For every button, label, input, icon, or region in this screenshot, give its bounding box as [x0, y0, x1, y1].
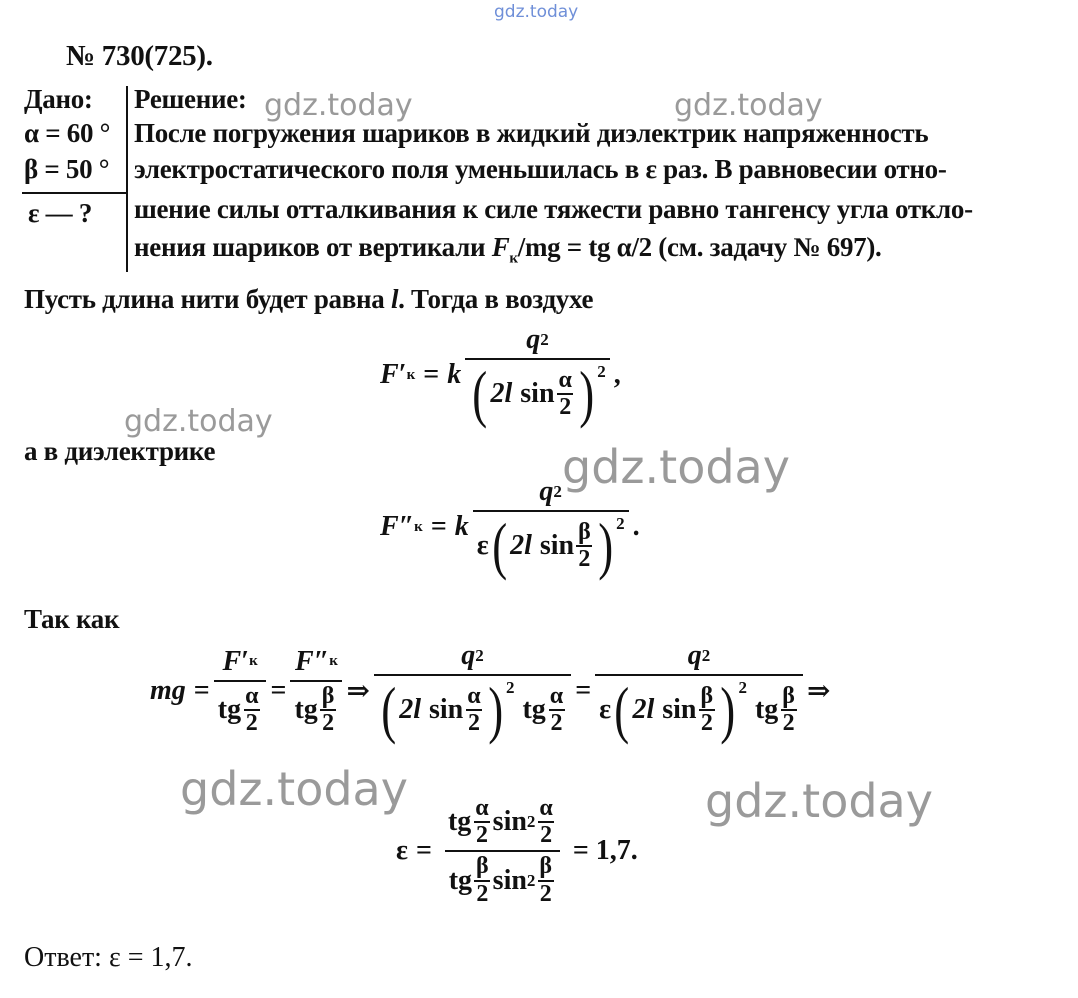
since-text: Так как — [24, 604, 120, 634]
eq1-alpha: α — [558, 366, 572, 393]
solution-line-4-rest: /mg = tg α/2 (см. задачу № 697). — [517, 232, 882, 262]
given-beta: β = 50 ° — [24, 154, 110, 184]
eq2-2l: 2l — [510, 530, 532, 561]
eq1-two: 2 — [559, 394, 572, 420]
eq3-eq2: = — [270, 675, 287, 706]
eq3-tg4: tg — [754, 694, 779, 725]
eq4-sin2-exp: 2 — [526, 870, 536, 890]
eq3-q1: q — [461, 640, 476, 671]
eq1-q: q — [526, 324, 541, 355]
eq3-frac2 — [290, 646, 342, 736]
eq3-two3: 2 — [467, 710, 480, 736]
eq3-eps: ε — [599, 694, 612, 725]
equation-equilibrium — [150, 640, 831, 745]
eq4-two3: 2 — [476, 880, 489, 907]
thread-var: l — [390, 284, 399, 314]
eq3-mg: mg — [150, 675, 186, 706]
eq3-q2: q — [687, 640, 702, 671]
eq3-2l-b: 2l — [632, 694, 655, 725]
eq2-den-exp: 2 — [616, 514, 625, 533]
eq3-q2-exp: 2 — [701, 646, 711, 665]
watermark: gdz.today — [124, 404, 273, 439]
eq3-implies2: ⇒ — [806, 676, 831, 707]
eq2-k: k — [454, 511, 469, 542]
eq2-eq: = — [430, 511, 447, 542]
eq1-comma: , — [613, 359, 621, 390]
given-vertical-line — [126, 86, 128, 272]
eq3-alpha3: α — [549, 682, 564, 709]
eq2-fraction: q 2 ε ( 2l sin $\frac{\beta}{2}$ ) $^2$ — [473, 476, 629, 578]
eq3-eq1: = — [193, 675, 210, 706]
eq2-eps: ε — [476, 530, 489, 561]
eq3-exp-b: 2 — [738, 678, 747, 697]
eq1-sub: к — [406, 366, 416, 383]
eq3-beta3: β — [782, 682, 795, 709]
eq4-tg2: tg — [448, 864, 473, 896]
eq3-beta2: β — [700, 682, 714, 709]
eq3-alpha2: α — [467, 682, 481, 709]
watermark: gdz.today — [562, 440, 790, 494]
eq2-dot: . — [632, 511, 640, 542]
eq4-two4: 2 — [539, 880, 552, 907]
thread-text — [24, 284, 593, 315]
eq3-f2-sub: к — [329, 653, 338, 670]
solution-label: Решение: — [134, 84, 247, 114]
eq1-den-exp: 2 — [597, 362, 606, 381]
answer: Ответ: ε = 1,7. — [24, 942, 193, 973]
eq2-q-exp: 2 — [553, 482, 562, 501]
eq3-two4: 2 — [550, 710, 563, 736]
eq4-eps: ε — [396, 835, 408, 867]
eq3-alpha1: α — [245, 682, 259, 709]
given-label: Дано: — [24, 84, 93, 114]
dielectric-text: а в диэлектрике — [24, 436, 216, 466]
eq3-f2: F — [295, 645, 314, 677]
eq2-two: 2 — [578, 546, 591, 572]
solution-line-1: После погружения шариков в жидкий диэлектрик напряженность — [134, 118, 929, 148]
eq2-q: q — [539, 476, 554, 507]
solution-line-4-text: нения шариков от вертикали — [134, 232, 486, 262]
eq3-eq3: = — [575, 675, 592, 706]
eq3-sin-a: sin — [429, 694, 464, 725]
eq4-tg1: tg — [447, 806, 472, 838]
eq3-q1-exp: 2 — [475, 646, 484, 665]
eq1-eq: = — [423, 359, 440, 390]
eq3-tg2: tg — [294, 694, 318, 725]
eq3-exp-a: 2 — [505, 678, 515, 697]
eq3-f1-prime: ′ — [241, 645, 250, 677]
equation-result — [396, 796, 638, 907]
equation-air — [380, 324, 621, 429]
force-symbol: F — [491, 232, 510, 262]
eq1-sin: sin — [520, 378, 555, 409]
solution-line-4 — [134, 232, 881, 267]
watermark: gdz.today — [264, 88, 413, 123]
problem-number: № 730(725). — [66, 40, 213, 72]
eq2-sub: к — [414, 518, 423, 535]
given-alpha: α = 60 ° — [24, 118, 111, 148]
eq4-two1: 2 — [475, 822, 488, 849]
eq3-f1: F — [222, 645, 242, 677]
eq3-implies1: ⇒ — [346, 676, 370, 707]
solution-line-3: шение силы отталкивания к силе тяжести равно тангенсу угла откло- — [134, 194, 973, 224]
eq4-fraction — [444, 796, 561, 907]
watermark: gdz.today — [705, 774, 933, 828]
eq3-two5: 2 — [700, 710, 713, 736]
eq2-sin: sin — [539, 530, 575, 561]
eq3-two1: 2 — [245, 710, 258, 736]
eq3-frac4: q 2 ε ( 2l sin $\frac{\beta}{2}$ ) $^2$ tg $\frac{\beta}{2}$ — [595, 640, 803, 742]
thread-text-a: Пусть длина нити будет равна — [24, 284, 385, 314]
eq3-f1-sub: к — [249, 653, 258, 670]
eq3-two2: 2 — [322, 710, 335, 736]
eq4-alpha1: α — [475, 795, 489, 821]
eq3-frac1 — [214, 646, 267, 736]
force-subscript: к — [509, 250, 518, 267]
eq1-prime: ′ — [398, 359, 407, 390]
eq1-fraction: q 2 ( 2l sin $\frac{\alpha}{2}$ ) $^2$ — [465, 324, 610, 426]
eq1-2l: 2l — [490, 378, 513, 409]
given-divider — [22, 192, 126, 194]
eq3-tg3: tg — [522, 694, 546, 725]
eq3-frac3: q 2 ( 2l sin $\frac{\alpha}{2}$ ) $^2$ tg $\frac{\alpha}{2}$ — [374, 640, 571, 742]
watermark-top: gdz.today — [494, 2, 579, 22]
eq2-prime: ″ — [398, 511, 415, 542]
equation-dielectric — [380, 476, 640, 581]
eq1-F: F — [380, 359, 399, 390]
watermark: gdz.today — [180, 762, 408, 816]
eq4-alpha2: α — [539, 795, 553, 821]
eq1-k: k — [447, 359, 462, 390]
eq4-sin1-exp: 2 — [526, 812, 536, 832]
eq4-sin1: sin — [492, 806, 527, 838]
eq4-result: = 1,7. — [572, 835, 638, 867]
eq4-beta1: β — [476, 853, 489, 880]
eq3-2l-a: 2l — [399, 694, 421, 725]
eq1-q-exp: 2 — [540, 330, 549, 349]
eq2-F: F — [380, 511, 399, 542]
eq2-beta: β — [578, 518, 591, 545]
given-find: ε — ? — [28, 198, 93, 228]
eq3-tg1: tg — [217, 694, 242, 725]
eq4-eq: = — [415, 835, 432, 867]
eq3-f2-prime: ″ — [313, 645, 330, 677]
watermark: gdz.today — [674, 88, 823, 123]
eq4-beta2: β — [539, 853, 553, 880]
thread-text-b: . Тогда в воздухе — [398, 284, 594, 314]
eq4-sin2: sin — [492, 864, 527, 896]
eq3-beta1: β — [321, 682, 335, 709]
eq3-two6: 2 — [782, 710, 795, 736]
eq4-two2: 2 — [540, 822, 553, 849]
eq3-sin-b: sin — [662, 694, 697, 725]
solution-line-2: электростатического поля уменьшилась в ε раз. В равновесии отно- — [134, 154, 947, 184]
